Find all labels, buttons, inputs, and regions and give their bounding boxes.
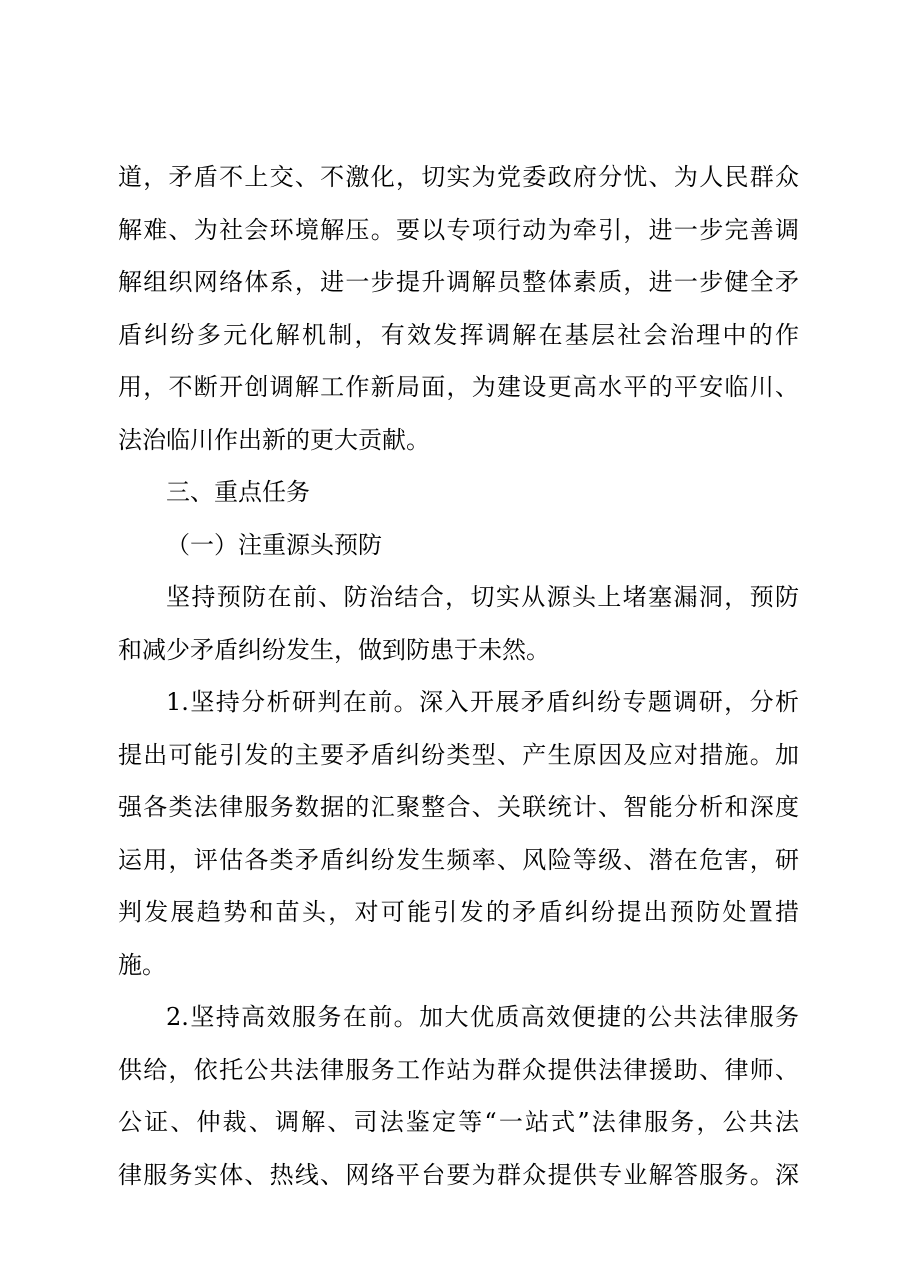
document-body bbox=[118, 151, 799, 1201]
text-line: 法治临川作出新的更大贡献。 bbox=[118, 425, 430, 454]
text-line: 1.坚持分析研判在前。深入开展矛盾纠纷专题调研，分析 bbox=[166, 688, 799, 716]
text-line: 2.坚持高效服务在前。加大优质高效便捷的公共法律服务 bbox=[166, 1003, 799, 1031]
text-line: 提出可能引发的主要矛盾纠纷类型、产生原因及应对措施。加 bbox=[118, 740, 799, 769]
paragraph-item-1 bbox=[118, 676, 799, 991]
text-line: 律服务实体、热线、网络平台要为群众提供专业解答服务。深 bbox=[118, 1160, 799, 1189]
section-heading bbox=[118, 466, 799, 519]
paragraph-item-2 bbox=[118, 991, 799, 1201]
text-line: 坚持预防在前、防治结合，切实从源头上堵塞漏洞，预防 bbox=[166, 583, 799, 611]
text-line: 供给，依托公共法律服务工作站为群众提供法律援助、律师、 bbox=[118, 1055, 799, 1084]
text-line: 盾纠纷多元化解机制，有效发挥调解在基层社会治理中的作 bbox=[118, 320, 799, 349]
paragraph-intro bbox=[118, 151, 799, 466]
text-line: 用，不断开创调解工作新局面，为建设更高水平的平安临川、 bbox=[118, 373, 799, 401]
text-line: 施。 bbox=[118, 950, 166, 979]
section-heading-text: 三、重点任务 bbox=[166, 478, 310, 506]
text-line: 运用，评估各类矛盾纠纷发生频率、风险等级、潜在危害，研 bbox=[118, 845, 799, 874]
paragraph-prevention bbox=[118, 571, 799, 676]
text-line: 强各类法律服务数据的汇聚整合、关联统计、智能分析和深度 bbox=[118, 793, 799, 821]
text-line: 解组织网络体系，进一步提升调解员整体素质，进一步健全矛 bbox=[118, 268, 799, 296]
subsection-heading bbox=[118, 519, 799, 572]
text-line: 解难、为社会环境解压。要以专项行动为牵引，进一步完善调 bbox=[118, 215, 799, 244]
subsection-heading-text: （一）注重源头预防 bbox=[166, 530, 382, 559]
text-line: 公证、仲裁、调解、司法鉴定等“一站式”法律服务，公共法 bbox=[118, 1108, 799, 1136]
text-line: 判发展趋势和苗头，对可能引发的矛盾纠纷提出预防处置措 bbox=[118, 898, 799, 926]
text-line: 道，矛盾不上交、不激化，切实为党委政府分忧、为人民群众 bbox=[118, 163, 799, 191]
text-line: 和减少矛盾纠纷发生，做到防患于未然。 bbox=[118, 635, 550, 664]
